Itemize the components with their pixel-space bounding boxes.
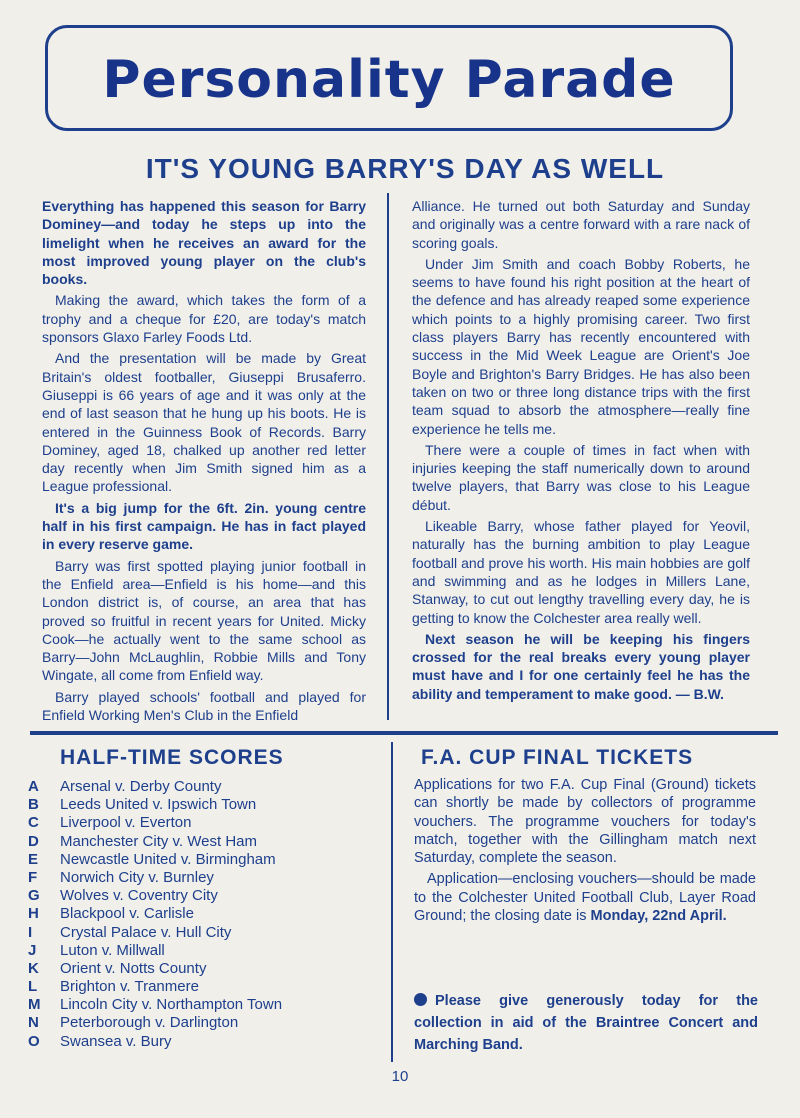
score-match: Peterborough v. Darlington — [60, 1014, 239, 1032]
score-match: Manchester City v. West Ham — [60, 832, 257, 850]
score-row — [28, 851, 378, 869]
score-row — [28, 978, 378, 996]
half-time-list — [28, 778, 378, 1051]
article-paragraph: Making the award, which takes the form of a trophy and a cheque for £20, are today's match sponsors Glaxo Farley Foods Ltd. — [42, 292, 366, 346]
article-paragraph: Alliance. He turned out both Saturday and Sunday and originally was a centre forward with a rare nack of scoring goals. — [412, 198, 750, 251]
score-letter: J — [28, 941, 37, 959]
title-box — [45, 25, 733, 131]
closing-date: Monday, 22nd April. — [590, 908, 727, 925]
article-highlight: It's a big jump for the 6ft. 2in. young centre half in his first campaign. He has in fact played in every reserve game. — [42, 499, 366, 553]
score-match: Wolves v. Coventry City — [60, 887, 218, 905]
article-closing: Next season he will be keeping his fingers crossed for the real breaks every young player must have and I for one certainly feel he has the ability and temperament to make good. — B.W. — [412, 630, 750, 702]
score-match: Luton v. Millwall — [60, 941, 165, 959]
score-row — [28, 796, 378, 814]
score-match: Leeds United v. Ipswich Town — [60, 796, 257, 814]
score-row — [28, 887, 378, 905]
score-match: Norwich City v. Burnley — [60, 868, 214, 886]
score-row — [28, 960, 378, 978]
score-letter: D — [28, 832, 39, 850]
score-letter: F — [28, 868, 38, 886]
page-number: 10 — [391, 1068, 409, 1085]
score-letter: H — [28, 905, 39, 923]
score-letter: O — [28, 1032, 40, 1050]
fa-cup-heading: F.A. CUP FINAL TICKETS — [421, 746, 694, 769]
fa-cup-paragraph — [414, 870, 756, 925]
score-letter: C — [28, 814, 39, 832]
score-letter: A — [28, 778, 39, 795]
score-row — [28, 833, 378, 851]
article-headline: IT'S YOUNG BARRY'S DAY AS WELL — [145, 153, 665, 184]
score-row — [28, 869, 378, 887]
score-match: Brighton v. Tranmere — [60, 978, 199, 996]
fa-cup-text — [414, 776, 756, 925]
score-row — [28, 942, 378, 960]
article-paragraph: Barry played schools' football and played for Enfield Working Men's Club in the Enfield — [42, 688, 366, 724]
score-letter: I — [28, 923, 33, 941]
article-paragraph: Barry was first spotted playing junior football in the Enfield area—Enfield is his home—and this London district is, of course, an area that has proved so fruitful in recent years for United. Micky Cook—he actually went to the same school as Barry—John McLaughlin, Robbie Mills and Tony Wingate, all come from Enfield way. — [42, 557, 366, 684]
section-divider — [30, 731, 778, 735]
appeal-text: Please give generously today for the collection in aid of the Braintree Concert and Marching Band. — [414, 993, 758, 1053]
fa-cup-paragraph: Applications for two F.A. Cup Final (Ground) tickets can shortly be made by collectors of programme vouchers. The programme vouchers for today's match, together with the Gillingham match next Saturday, complete the season. — [414, 777, 756, 867]
score-match: Lincoln City v. Northampton Town — [60, 996, 283, 1014]
article-paragraph: Under Jim Smith and coach Bobby Roberts, he seems to have found his right position at the heart of the defence and has already reaped some experience which points to a highly promising career. Two first class players Barry has recently encountered with success in the Mid Week League are Orient's Joe Boyle and Brighton's Barry Bridges. He has also been taken on two or three long distance trips with the first team squad to absorb the atmosphere—really fine experience he tells me. — [412, 255, 750, 437]
score-match: Swansea v. Bury — [60, 1032, 172, 1050]
score-match: Liverpool v. Everton — [60, 814, 192, 832]
appeal-notice — [414, 990, 758, 1056]
score-row — [28, 814, 378, 832]
score-match: Arsenal v. Derby County — [60, 778, 222, 795]
bottom-column-divider — [391, 742, 393, 1062]
score-letter: E — [28, 850, 39, 868]
score-letter: G — [28, 887, 40, 905]
score-match: Newcastle United v. Birmingham — [60, 850, 276, 868]
fa-cup-application: Application—enclosing vouchers—should be made to the Colchester United Football Club, Layer Road Ground; the closing date is — [414, 871, 756, 925]
score-letter: L — [28, 978, 38, 996]
score-row — [28, 905, 378, 923]
half-time-heading: HALF-TIME SCORES — [60, 746, 284, 769]
score-match: Orient v. Notts County — [60, 959, 207, 977]
page-title: Personality Parade — [102, 50, 676, 110]
score-letter: B — [28, 796, 39, 814]
score-match: Crystal Palace v. Hull City — [60, 923, 232, 941]
score-letter: M — [28, 996, 41, 1014]
score-letter: N — [28, 1014, 39, 1032]
article-paragraph: And the presentation will be made by Great Britain's oldest footballer, Giuseppi Brusaferro. Giuseppi is 66 years of age and it was only at the end of last season that he hung up his boots. He is entered in the Guinness Book of Records. Barry Dominey, aged 18, chalked up another red letter day recently when Jim Smith signed him as a League professional. — [42, 350, 366, 495]
article-left-column — [42, 197, 366, 724]
score-row — [28, 996, 378, 1014]
score-row — [28, 1014, 378, 1032]
article-intro: Everything has happened this season for Barry Dominey—and today he steps up into the limelight when he receives an award for the most improved young player on the club's books. — [42, 198, 366, 288]
column-divider — [387, 193, 389, 720]
article-paragraph: There were a couple of times in fact when with injuries keeping the staff numerically down to around twelve players, that Barry was close to his League début. — [412, 441, 750, 513]
article-paragraph: Likeable Barry, whose father played for Yeovil, naturally has the burning ambition to play League football and prove his worth. His main hobbies are golf and swimming and as he lodges in Millers Lane, Stanway, to cut out lengthy travelling every day, he is getting to know the Colchester area really well. — [412, 518, 750, 626]
score-letter: K — [28, 959, 39, 977]
score-row — [28, 924, 378, 942]
score-match: Blackpool v. Carlisle — [60, 905, 194, 923]
score-row — [28, 778, 378, 796]
bullet-icon — [414, 993, 427, 1006]
article-right-column — [412, 197, 750, 703]
score-row — [28, 1033, 378, 1051]
